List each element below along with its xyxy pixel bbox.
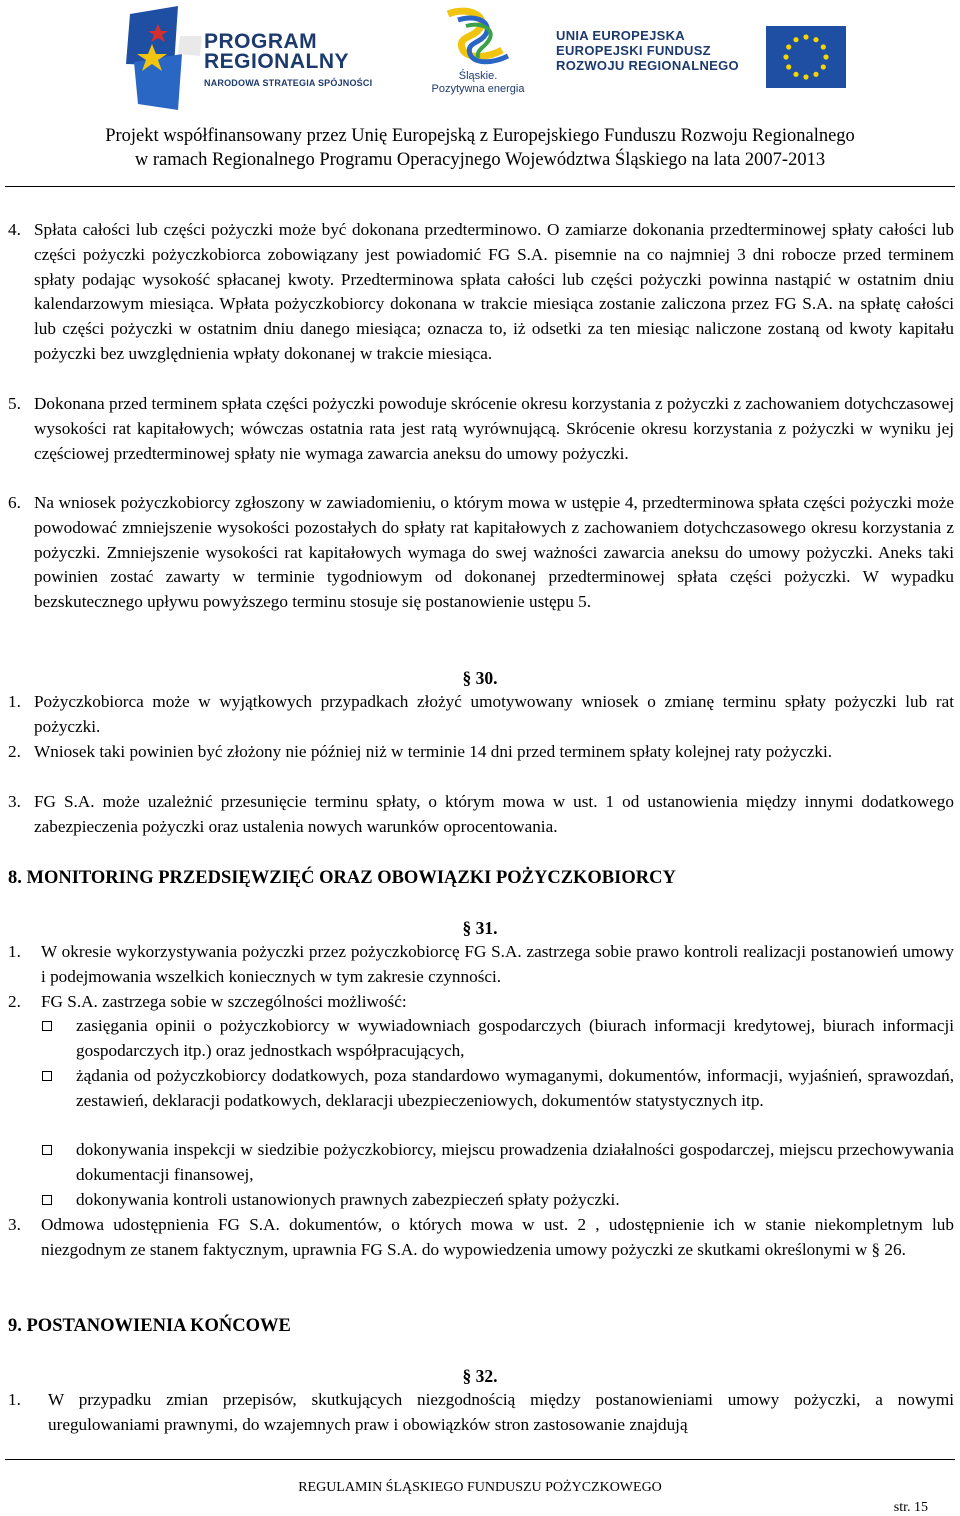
paragraph-30-title: § 30.	[462, 668, 498, 688]
s31-item1-number: 1.	[8, 942, 21, 961]
s31-item1-text: W okresie wykorzystywania pożyczki przez pożyczkobiorcę FG S.A. zastrzega sobie prawo kontroli realizacji postanowień umowy i podejmowania wszelkich koniecznych w tym zakresie czynności.	[41, 942, 954, 986]
program-regionalny-emblem-icon	[122, 6, 202, 110]
program-regionalny-logo	[122, 6, 402, 110]
footer-divider	[5, 1459, 955, 1460]
checkbox-bullet-icon	[42, 1145, 52, 1155]
cofinancing-line1: Projekt współfinansowany przez Unię Europejską z Europejskiego Funduszu Rozwoju Regionalnego	[105, 126, 855, 146]
s30-item3-text: FG S.A. może uzależnić przesunięcie terminu spłaty, o którym mowa w ust. 1 od ustanowienia między innymi dodatkowego zabezpieczenia pożyczki oraz ustalenia nowych warunków oprocentowania.	[34, 792, 954, 836]
s31-item3-number: 3.	[8, 1215, 21, 1234]
p4-number: 4.	[8, 220, 21, 239]
s30-item2-number: 2.	[8, 742, 21, 761]
s30-item1-number: 1.	[8, 692, 21, 711]
program-line2: REGIONALNY	[204, 50, 350, 73]
eu-line3: ROZWOJU REGIONALNEGO	[556, 58, 739, 73]
checkbox-bullet-icon	[42, 1195, 52, 1205]
header-logos	[0, 0, 960, 120]
slaskie-line2: Pozytywna energia	[431, 83, 525, 95]
paragraph-31-title: § 31.	[462, 918, 498, 938]
eu-line1: UNIA EUROPEJSKA	[556, 28, 685, 43]
slaskie-wave-icon	[418, 6, 538, 70]
s30-item2-text: Wniosek taki powinien być złożony nie później niż w terminie 14 dni przed terminem spłaty kolejnej raty pożyczki.	[34, 742, 833, 761]
s30-item1-text: Pożyczkobiorca może w wyjątkowych przypadkach złożyć umotywowany wniosek o zmianę terminu spłaty pożyczki lub rat pożyczki.	[34, 692, 954, 736]
s31-bullet-1: zasięgania opinii o pożyczkobiorcy w wywiadowniach gospodarczych (biurach informacji kredytowej, biurach informacji gospodarczych itp.) oraz jednostkach współpracujących,	[76, 1016, 954, 1060]
p5-number: 5.	[8, 394, 21, 413]
slaskie-line1: Śląskie.	[458, 70, 498, 82]
page-number: str. 15	[893, 1500, 928, 1515]
footer-title: REGULAMIN ŚLĄSKIEGO FUNDUSZU POŻYCZKOWEGO	[298, 1480, 662, 1495]
slaskie-logo	[418, 6, 538, 106]
s30-item3-number: 3.	[8, 792, 21, 811]
eu-flag-icon	[766, 26, 846, 88]
header-divider	[5, 186, 955, 187]
p6-number: 6.	[8, 493, 21, 512]
cofinancing-line2: w ramach Regionalnego Programu Operacyjnego Województwa Śląskiego na lata 2007-2013	[134, 150, 826, 170]
s32-item1-text: W przypadku zmian przepisów, skutkujących niezgodnością między postanowieniami umowy pożyczki, a nowymi uregulowaniami prawnymi, do wzajemnych praw i obowiązków stron zastosowanie znajdują	[48, 1390, 954, 1434]
cofinancing-note	[0, 124, 960, 172]
s31-item3-text: Odmowa udostępnienia FG S.A. dokumentów, o których mowa w ust. 2 , udostępnienie ich w stanie niekompletnym lub niezgodnym ze stanem faktycznym, uprawnia FG S.A. do wypowiedzenia umowy pożyczki ze skutkami określonymi w § 26.	[41, 1215, 954, 1259]
eu-logo	[552, 20, 852, 98]
p6-text: Na wniosek pożyczkobiorcy zgłoszony w zawiadomieniu, o którym mowa w ustępie 4, przedterminowa spłata części pożyczki może powodować zmniejszenie wysokości pozostałych do spłaty rat kapitałowych z zachowaniem dotychczasowego okresu korzystania z pożyczki. Zmniejszenie wysokości rat kapitałowych wymaga do swej ważności zawarcia aneksu do umowy pożyczki. Aneks taki powinien zostać zawarty w terminie tygodniowym od dokonanej przedterminowej spłata części pożyczki. W wypadku bezskutecznego upływu powyższego terminu stosuje się postanowienie ustępu 5.	[34, 493, 954, 612]
s31-bullet-3: dokonywania inspekcji w siedzibie pożyczkobiorcy, miejscu prowadzenia działalności gospodarczej, miejscu przechowywania dokumentacji finansowej,	[76, 1140, 954, 1184]
paragraph-32-title: § 32.	[462, 1366, 498, 1386]
s31-item2-number: 2.	[8, 992, 21, 1011]
p5-text: Dokonana przed terminem spłata części pożyczki powoduje skrócenie okresu korzystania z pożyczki z zachowaniem dotychczasowej wysokości rat kapitałowych; wówczas ostatnia rata jest ratą wyrównującą. Skrócenie okresu korzystania z pożyczki w wyniku jej częściowej przedterminowej spłaty nie wymaga zawarcia aneksu do umowy pożyczki.	[34, 394, 954, 463]
program-subtitle: NARODOWA STRATEGIA SPÓJNOŚCI	[204, 78, 373, 88]
p4-text: Spłata całości lub części pożyczki może być dokonana przedterminowo. O zamiarze dokonania przedterminowej spłaty całości lub części pożyczki pożyczkobiorca zobowiązany jest powiadomić FG S.A. pisemnie na co najmniej 3 dni robocze przed terminem spłaty podając wysokość spłacanej kwoty. Przedterminowa spłata całości lub części pożyczki powinna nastąpić w ostatnim dniu kalendarzowym miesiąca. Wpłata pożyczkobiorcy dokonana w trakcie miesiąca zostanie zaliczona przez FG S.A. na spłatę całości lub części pożyczki w ostatnim dniu danego miesiąca; oznacza to, iż odsetki za ten miesiąc naliczone zostaną od kwoty kapitału pożyczki bez uwzględnienia wpłaty dokonanej w trakcie miesiąca.	[34, 220, 954, 363]
checkbox-bullet-icon	[42, 1071, 52, 1081]
s32-item1-number: 1.	[8, 1390, 21, 1409]
checkbox-bullet-icon	[42, 1021, 52, 1031]
s31-item2-text: FG S.A. zastrzega sobie w szczególności możliwość:	[41, 992, 407, 1011]
section-8-title: 8. MONITORING PRZEDSIĘWZIĘĆ ORAZ OBOWIĄZKI POŻYCZKOBIORCY	[8, 868, 676, 888]
s31-bullet-4: dokonywania kontroli ustanowionych prawnych zabezpieczeń spłaty pożyczki.	[76, 1190, 620, 1209]
s31-bullet-2: żądania od pożyczkobiorcy dodatkowych, poza standardowo wymaganymi, dokumentów, informacji, wyjaśnień, sprawozdań, zestawień, deklaracji podatkowych, deklaracji ubezpieczeniowych, dokumentów statystycznych itp.	[76, 1066, 954, 1110]
program-line1: PROGRAM	[204, 30, 318, 53]
eu-line2: EUROPEJSKI FUNDUSZ	[556, 43, 711, 58]
section-9-title: 9. POSTANOWIENIA KOŃCOWE	[8, 1316, 291, 1336]
